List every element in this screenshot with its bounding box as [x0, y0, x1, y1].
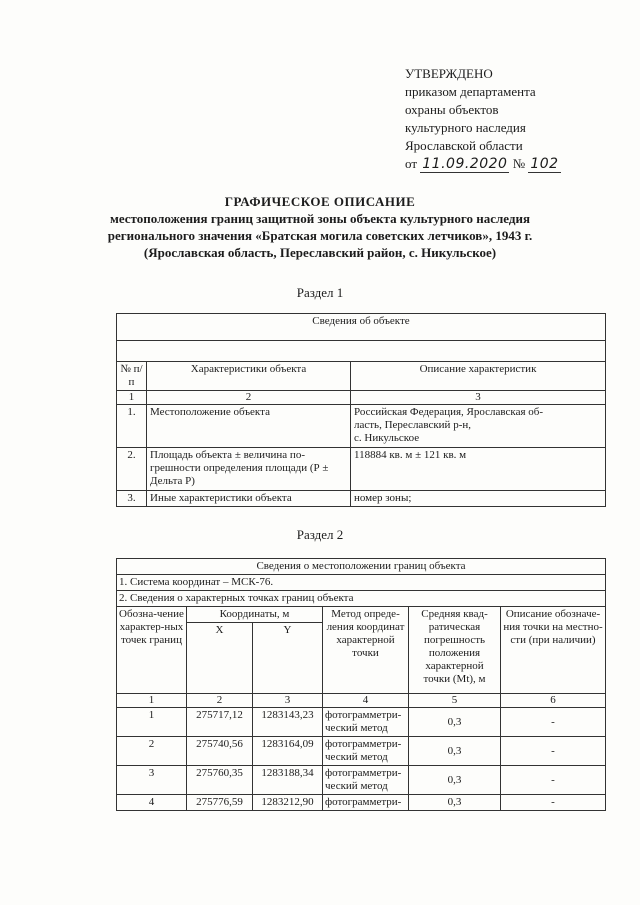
table-row: [117, 737, 606, 766]
approval-title: УТВЕРЖДЕНО: [405, 66, 493, 81]
desc-line: номер зоны;: [354, 492, 412, 504]
number-cell: 6: [501, 694, 606, 708]
header-coordinates: Координаты, м: [187, 607, 323, 623]
point-number: 1: [117, 708, 187, 737]
number-cell: 5: [409, 694, 501, 708]
title-main: ГРАФИЧЕСКОЕ ОПИСАНИЕ: [224, 194, 416, 209]
header-method: Метод опреде-ления координат характерной точки: [323, 607, 409, 694]
point-method: [323, 766, 409, 795]
point-error: 0,3: [409, 795, 501, 811]
title-line: регионального значения «Братская могила советских летчиков», 1943 г.: [107, 228, 533, 243]
method-line: фотограмметри-: [325, 796, 402, 808]
number-cell: 3: [253, 694, 323, 708]
table-title: Сведения об объекте: [117, 314, 606, 341]
numbering-row: [117, 694, 606, 708]
handwritten-number: 102: [530, 156, 559, 172]
table-row: [117, 708, 606, 737]
points-title: 2. Сведения о характерных точках границ объекта: [117, 591, 606, 607]
desc-line: Российская Федерация, Ярославская об-: [354, 406, 544, 418]
method-line: фотограмметри-: [325, 738, 402, 750]
row-characteristic: Местоположение объекта: [147, 405, 351, 448]
boundary-points-table: [116, 558, 606, 811]
number-cell: 1: [117, 391, 147, 405]
point-number: 4: [117, 795, 187, 811]
point-description: -: [501, 795, 606, 811]
point-x: 275717,12: [187, 708, 253, 737]
header-row: [117, 607, 606, 623]
row-characteristic: Площадь объекта ± величина по-грешности определения площади (Р ± Дельта Р): [147, 448, 351, 491]
number-cell: 2: [187, 694, 253, 708]
table-title-row: [117, 314, 606, 341]
section1-heading: Раздел 1: [296, 285, 344, 300]
method-line: ческий метод: [325, 722, 388, 734]
point-y: 1283188,34: [253, 766, 323, 795]
section2-heading: Раздел 2: [296, 527, 344, 542]
method-line: фотограмметри-: [325, 767, 402, 779]
method-line: ческий метод: [325, 780, 388, 792]
approval-line: приказом департамента: [405, 84, 536, 99]
table-row: [117, 405, 606, 448]
table-row: [117, 448, 606, 491]
number-cell: 3: [351, 391, 606, 405]
row-description: [351, 448, 606, 491]
numbering-row: [117, 391, 606, 405]
point-number: 3: [117, 766, 187, 795]
row-description: [351, 491, 606, 507]
point-y: 1283164,09: [253, 737, 323, 766]
desc-line: ласть, Переславский р-н,: [354, 419, 471, 431]
approval-block: [405, 65, 561, 173]
point-error: 0,3: [409, 708, 501, 737]
title-line: (Ярославская область, Переславский район, с. Никульское): [143, 245, 497, 260]
empty-row: [117, 341, 606, 362]
point-method: [323, 708, 409, 737]
approval-line: Ярославской области: [405, 138, 523, 153]
desc-line: 118884 кв. м ± 121 кв. м: [354, 449, 467, 461]
table-row: [117, 491, 606, 507]
point-x: 275776,59: [187, 795, 253, 811]
row-description: [351, 405, 606, 448]
number-cell: 4: [323, 694, 409, 708]
point-number: 2: [117, 737, 187, 766]
number-cell: 1: [117, 694, 187, 708]
point-description: -: [501, 766, 606, 795]
number-label: №: [512, 156, 526, 171]
header-designation: Обозна-чение характер-ных точек границ: [117, 607, 187, 694]
number-cell: 2: [147, 391, 351, 405]
row-number: 2.: [117, 448, 147, 491]
header-x: X: [187, 623, 253, 694]
row-characteristic: Иные характеристики объекта: [147, 491, 351, 507]
row-number: 3.: [117, 491, 147, 507]
approval-date-line: [405, 155, 561, 173]
desc-line: с. Никульское: [354, 432, 420, 444]
document-title: [100, 193, 540, 261]
point-y: 1283212,90: [253, 795, 323, 811]
coordinate-system: 1. Система координат – МСК-76.: [117, 575, 606, 591]
table-row: [117, 766, 606, 795]
header-row: [117, 362, 606, 391]
point-error: 0,3: [409, 737, 501, 766]
table-title: Сведения о местоположении границ объекта: [117, 559, 606, 575]
point-method: [323, 795, 409, 811]
handwritten-date: 11.09.2020: [422, 156, 508, 172]
point-y: 1283143,23: [253, 708, 323, 737]
point-method: [323, 737, 409, 766]
point-x: 275740,56: [187, 737, 253, 766]
point-description: -: [501, 708, 606, 737]
point-x: 275760,35: [187, 766, 253, 795]
header-cell: № п/п: [117, 362, 147, 391]
header-error: Средняя квад-ратическая погрешность положения характерной точки (Mt), м: [409, 607, 501, 694]
object-info-table: [116, 313, 606, 507]
header-location: Описание обозначе-ния точки на местно-сти (при наличии): [501, 607, 606, 694]
approval-line: охраны объектов: [405, 102, 499, 117]
point-description: -: [501, 737, 606, 766]
row-number: 1.: [117, 405, 147, 448]
method-line: фотограмметри-: [325, 709, 402, 721]
title-line: местоположения границ защитной зоны объекта культурного наследия: [109, 211, 531, 226]
point-error: 0,3: [409, 766, 501, 795]
header-y: Y: [253, 623, 323, 694]
header-cell: Описание характеристик: [351, 362, 606, 391]
from-label: от: [405, 156, 418, 171]
method-line: ческий метод: [325, 751, 388, 763]
table-row: [117, 795, 606, 811]
header-cell: Характеристики объекта: [147, 362, 351, 391]
approval-line: культурного наследия: [405, 120, 526, 135]
